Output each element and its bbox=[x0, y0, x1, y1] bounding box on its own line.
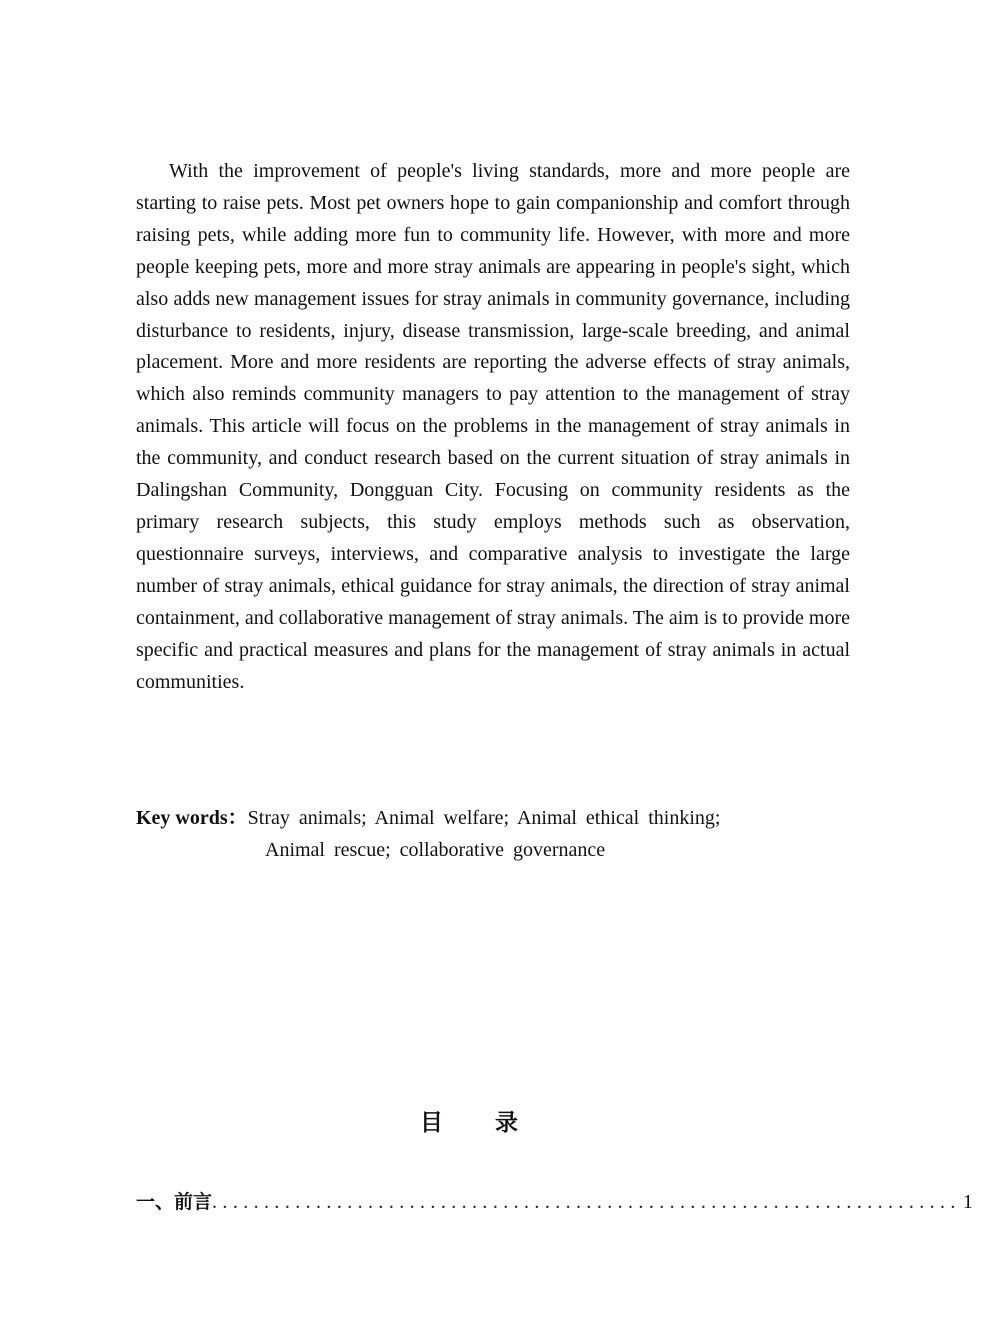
abstract-paragraph: With the improvement of people's living standards, more and more people are starting to raise pets. Most pet owners hope to gain companionship and comfort through raising pets, while adding more fun to community life. However, with more and more people keeping pets, more and more stray animals are appearing in people's sight, which also adds new management issues for stray animals in community governance, including disturbance to residents, injury, disease transmission, large-scale breeding, and animal placement. More and more residents are reporting the adverse effects of stray animals, which also reminds community managers to pay attention to the management of stray animals. This article will focus on the problems in the management of stray animals in the community, and conduct research based on the current situation of stray animals in Dalingshan Community, Dongguan City. Focusing on community residents as the primary research subjects, this study employs methods such as observation, questionnaire surveys, interviews, and comparative analysis to investigate the large number of stray animals, ethical guidance for stray animals, the direction of stray animal containment, and collaborative management of stray animals. The aim is to provide more specific and practical measures and plans for the management of stray animals in actual communities. bbox=[136, 160, 850, 693]
toc-entry[interactable] bbox=[136, 1186, 973, 1218]
keywords-text-2: Animal rescue; collaborative governance bbox=[265, 839, 606, 861]
keywords-line-1 bbox=[136, 802, 850, 834]
toc-entry-page-number: 1 bbox=[962, 1191, 973, 1213]
keywords-text-1: Stray animals; Animal welfare; Animal ethical thinking; bbox=[247, 807, 721, 829]
toc-entry-label: 一、前言 bbox=[136, 1191, 213, 1213]
keywords-block bbox=[136, 802, 850, 866]
keywords-label: Key words： bbox=[136, 807, 248, 829]
toc-title: 目录 bbox=[420, 1110, 570, 1136]
toc-entry-leader-dots: ........................................................................ bbox=[212, 1191, 961, 1213]
